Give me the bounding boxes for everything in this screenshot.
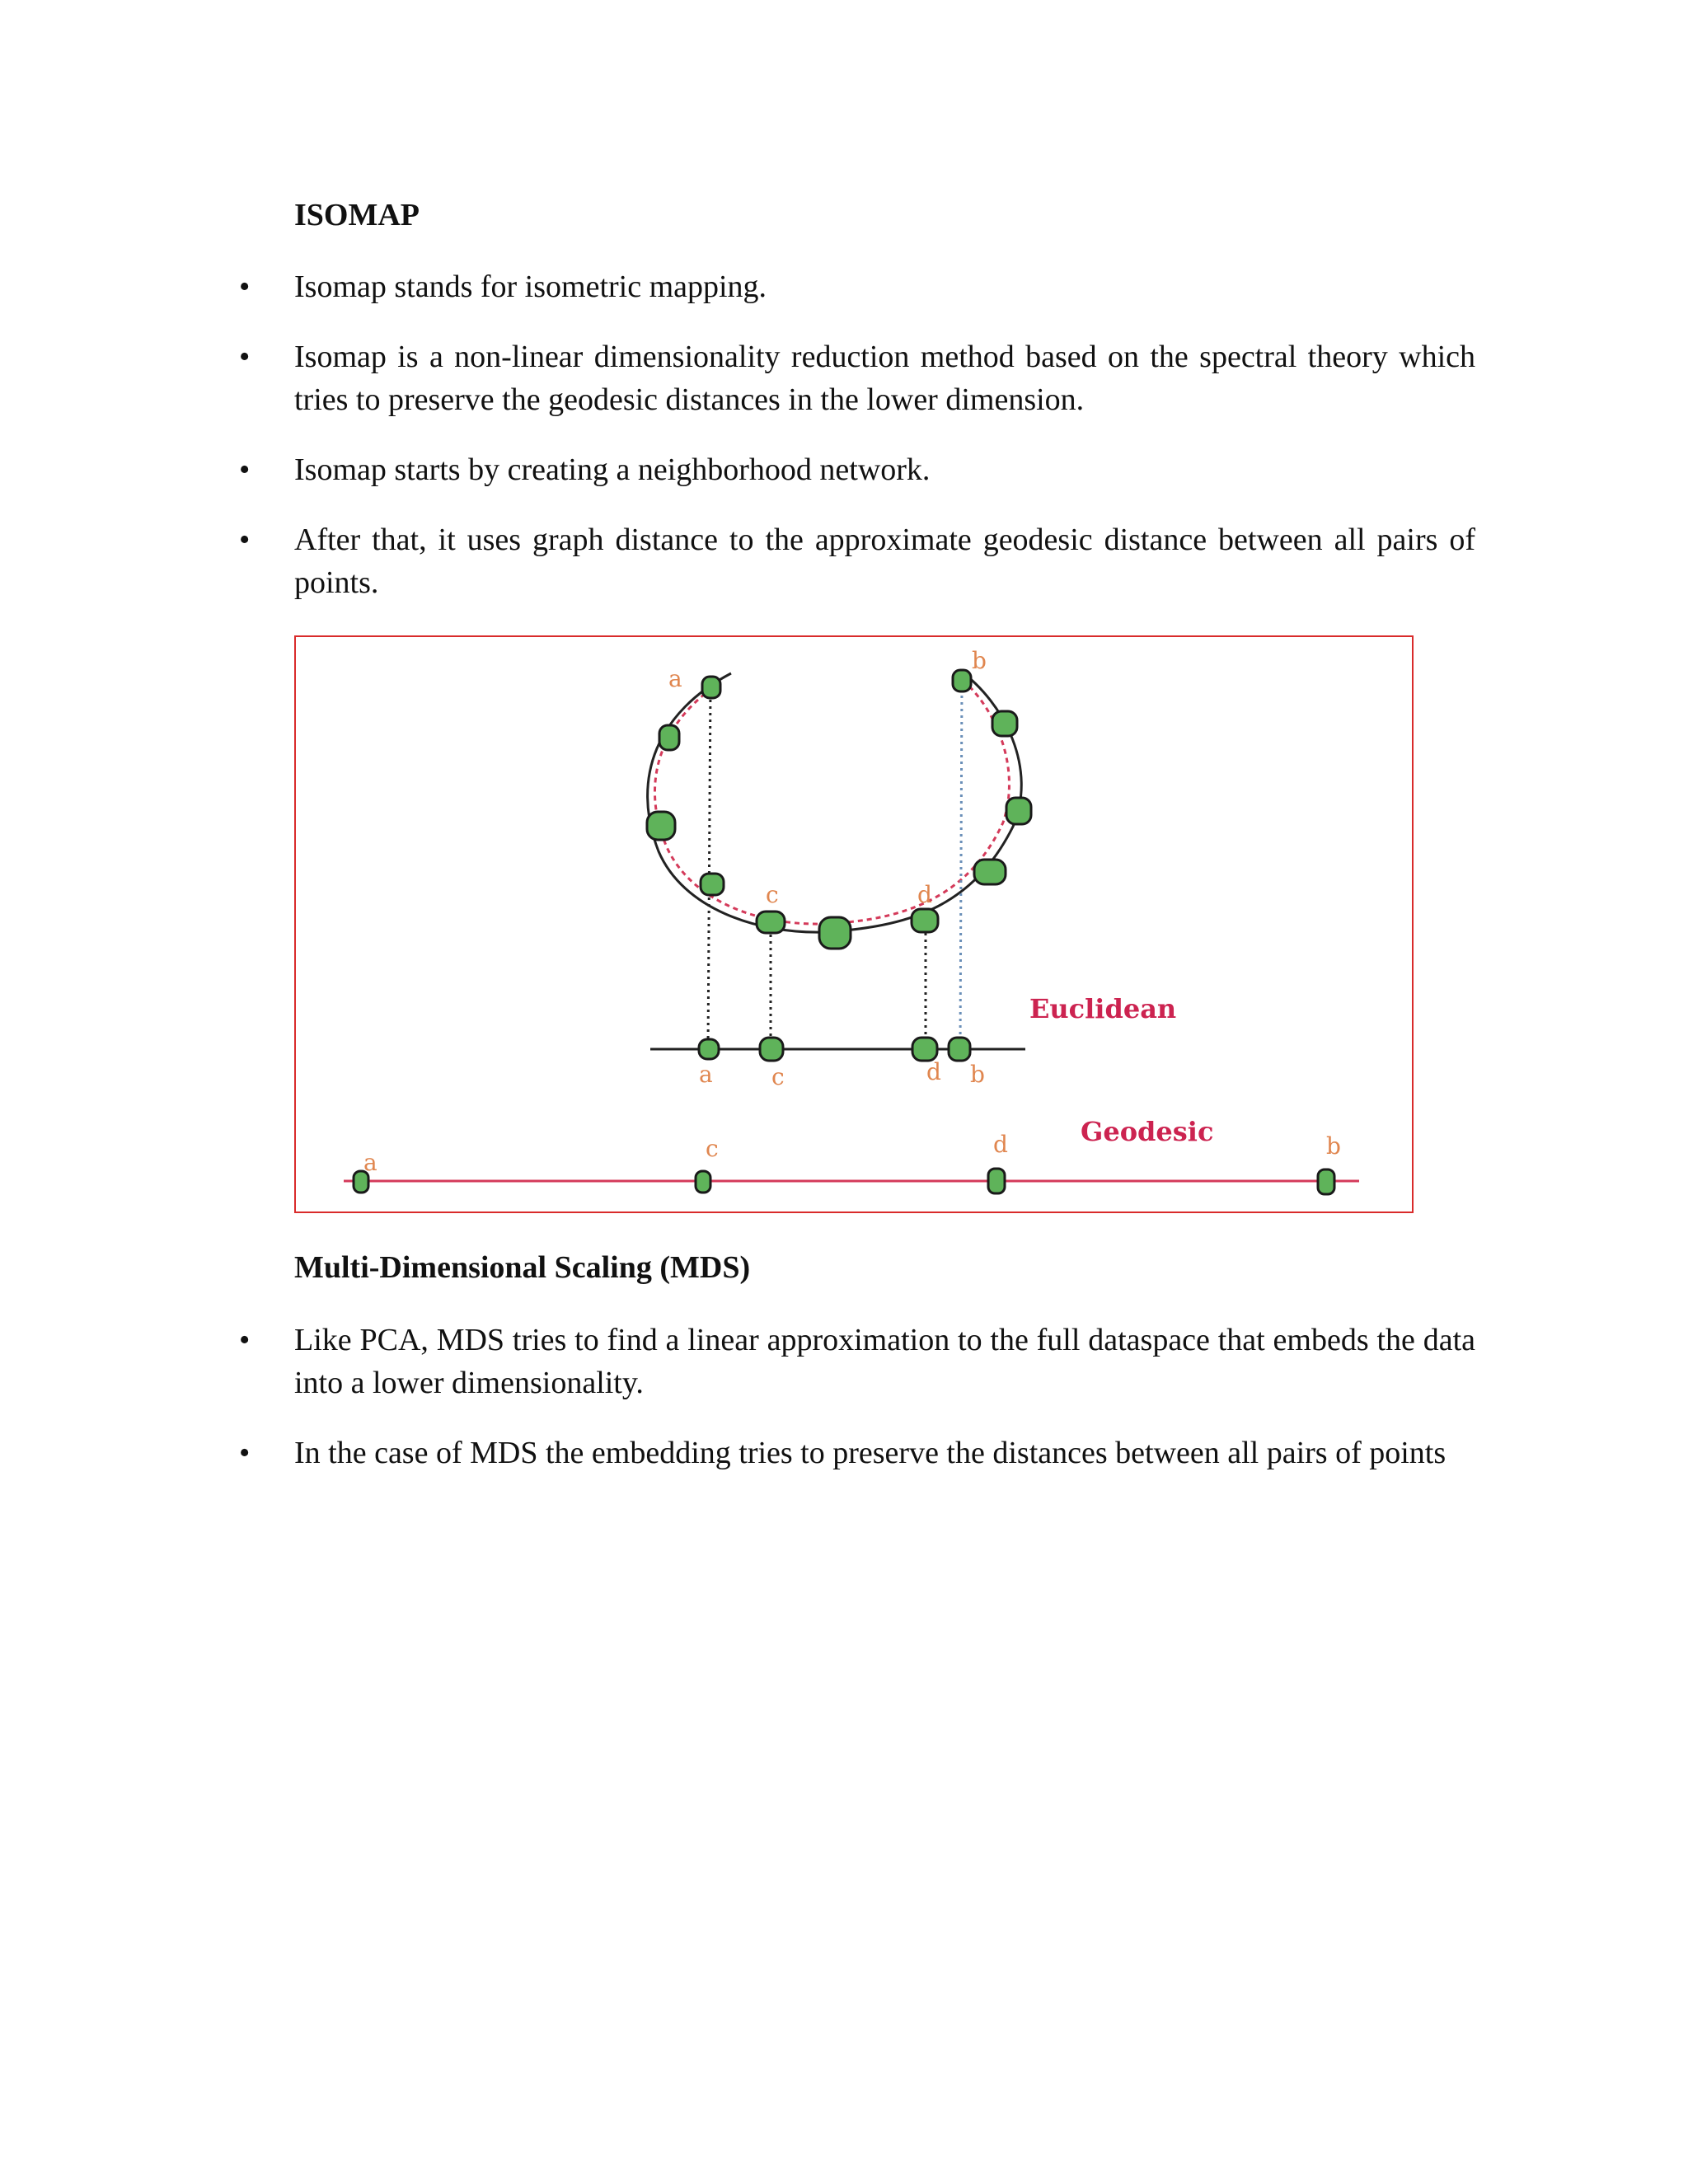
isomap-bullet-4 bbox=[239, 518, 1475, 604]
label-a-euclid: a bbox=[699, 1061, 713, 1088]
label-a-top: a bbox=[668, 665, 682, 692]
bullet-icon: • bbox=[239, 1436, 251, 1470]
manifold-node bbox=[701, 874, 724, 895]
label-d-geo: d bbox=[993, 1131, 1008, 1158]
label-d-top: d bbox=[917, 881, 932, 908]
manifold-node-a bbox=[702, 677, 720, 698]
label-d-euclid: d bbox=[926, 1058, 941, 1085]
geodesic-node-c bbox=[696, 1171, 710, 1193]
projection-line-b bbox=[960, 682, 962, 1049]
bullet-text: After that, it uses graph distance to the approximate geodesic distance between all pairs of points. bbox=[294, 523, 1475, 600]
bullet-text: Like PCA, MDS tries to find a linear approximation to the full dataspace that embeds the data into a lower dimensionality. bbox=[294, 1323, 1475, 1400]
mds-bullet-1 bbox=[239, 1319, 1475, 1404]
isomap-diagram bbox=[296, 637, 1415, 1215]
label-a-geo: a bbox=[363, 1149, 377, 1176]
bullet-text: Isomap stands for isometric mapping. bbox=[294, 269, 767, 304]
euclidean-node-c bbox=[760, 1038, 783, 1061]
mds-bullet-list bbox=[239, 1319, 1475, 1502]
bullet-icon: • bbox=[239, 523, 251, 557]
bullet-text: In the case of MDS the embedding tries to preserve the distances between all pairs of points bbox=[294, 1436, 1447, 1470]
manifold-node bbox=[647, 812, 675, 840]
isomap-heading: ISOMAP bbox=[294, 198, 420, 232]
label-c-euclid: c bbox=[771, 1063, 785, 1090]
manifold-node bbox=[974, 860, 1006, 884]
bullet-icon: • bbox=[239, 1323, 251, 1357]
euclidean-node-d bbox=[912, 1038, 937, 1061]
isomap-bullet-3 bbox=[239, 448, 1475, 491]
euclidean-node-a bbox=[699, 1039, 719, 1059]
geodesic-label: Geodesic bbox=[1081, 1116, 1214, 1147]
bullet-icon: • bbox=[239, 269, 251, 304]
label-c-top: c bbox=[766, 881, 779, 908]
manifold-node bbox=[659, 725, 679, 750]
manifold-node-d bbox=[912, 909, 938, 932]
euclidean-label: Euclidean bbox=[1029, 993, 1177, 1024]
bullet-text: Isomap starts by creating a neighborhood network. bbox=[294, 452, 931, 487]
geodesic-node-b bbox=[1318, 1169, 1334, 1194]
bullet-icon: • bbox=[239, 452, 251, 487]
label-b-top: b bbox=[972, 647, 987, 674]
manifold-node bbox=[992, 711, 1017, 736]
isomap-bullet-2 bbox=[239, 335, 1475, 421]
manifold-node-c bbox=[757, 912, 785, 933]
isomap-bullet-list bbox=[239, 265, 1475, 631]
projection-line-a bbox=[708, 687, 710, 1049]
label-c-geo: c bbox=[706, 1135, 719, 1162]
mds-heading: Multi-Dimensional Scaling (MDS) bbox=[294, 1250, 751, 1285]
manifold-node bbox=[1006, 798, 1031, 824]
isomap-figure bbox=[294, 635, 1414, 1213]
label-b-euclid: b bbox=[970, 1061, 985, 1088]
label-b-geo: b bbox=[1326, 1132, 1341, 1160]
bullet-icon: • bbox=[239, 340, 251, 374]
geodesic-node-d bbox=[988, 1169, 1005, 1193]
mds-bullet-2 bbox=[239, 1432, 1475, 1474]
manifold-node bbox=[819, 917, 851, 949]
manifold-node-b bbox=[953, 670, 971, 691]
isomap-bullet-1 bbox=[239, 265, 1475, 308]
bullet-text: Isomap is a non-linear dimensionality reduction method based on the spectral theory which tries to preserve the geodesic distances in the lower dimension. bbox=[294, 340, 1475, 417]
euclidean-node-b bbox=[949, 1038, 970, 1061]
